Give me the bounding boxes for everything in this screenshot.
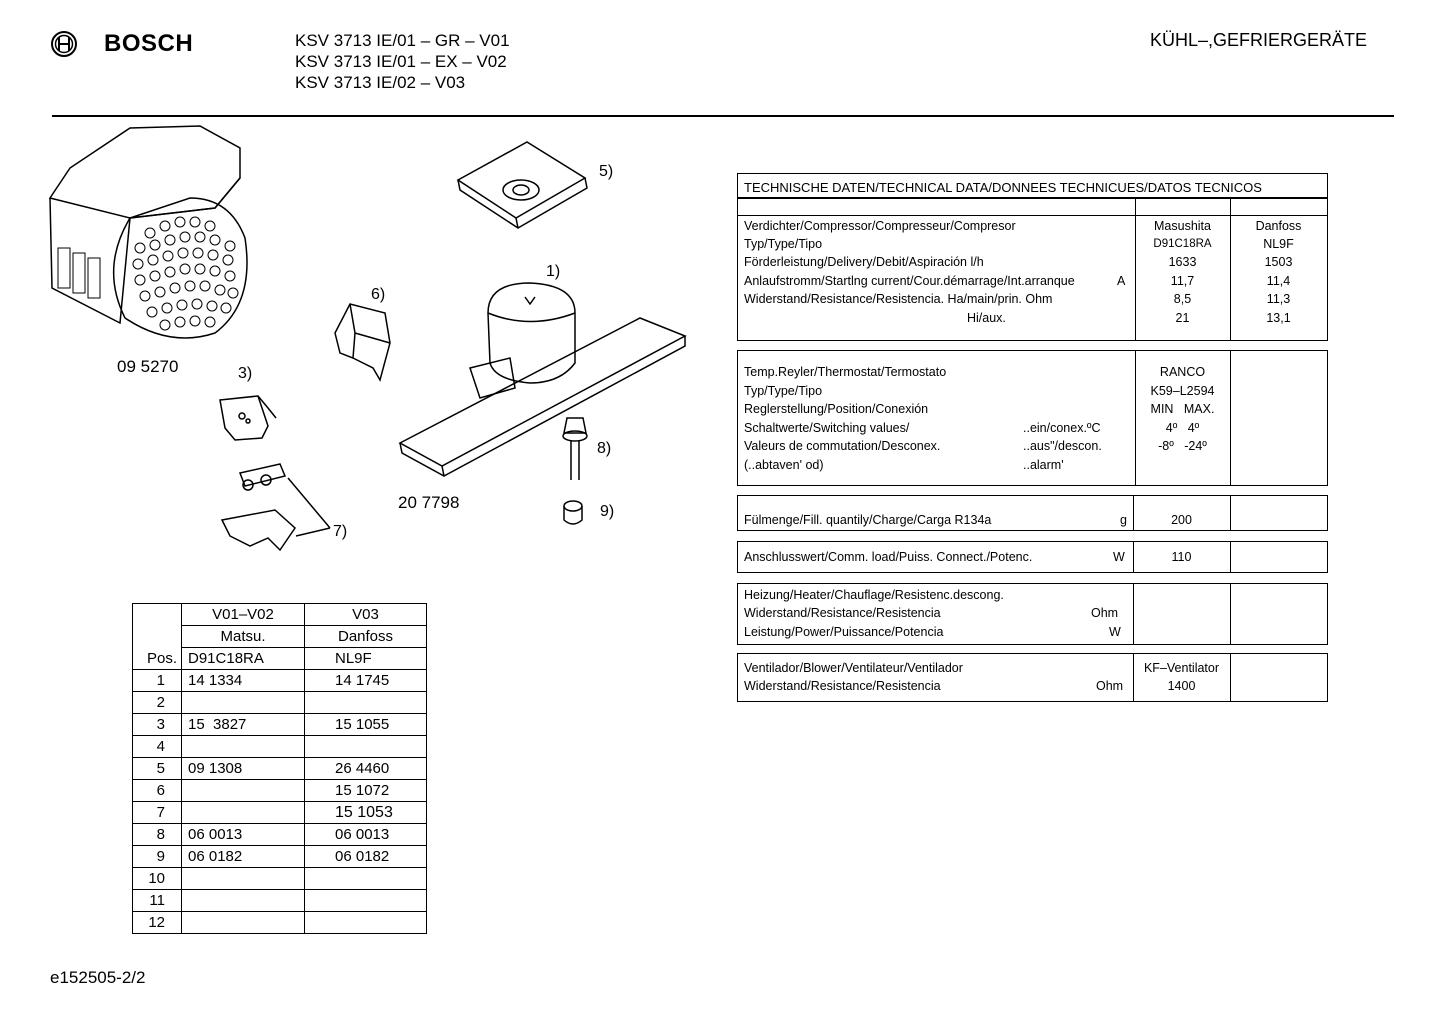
table-row: [133, 670, 427, 692]
tech-row-label: Leistung/Power/Puissance/Potencia: [744, 625, 944, 639]
pos-cell: 6: [133, 780, 182, 802]
tech-row-value: K59–L2594: [1150, 384, 1215, 398]
brand-logo: [50, 30, 78, 63]
tech-row-value: MIN MAX.: [1150, 402, 1215, 416]
part-cell: 15 1053: [305, 802, 427, 824]
category-title: KÜHL–,GEFRIERGERÄTE: [1150, 30, 1368, 50]
pos-cell: 5: [133, 758, 182, 780]
tech-blower-table: [737, 653, 1328, 702]
tech-row-label: Anschlusswert/Comm. load/Puiss. Connect./Potenc.: [744, 550, 1033, 564]
tech-row-label: Hi/aux.: [967, 311, 1006, 325]
tech-row-unit: g: [1120, 513, 1127, 527]
tech-row-label: Heizung/Heater/Chauflage/Resistenc.descong.: [744, 588, 1004, 602]
relay-cover-drawing: [335, 304, 390, 380]
table-row: [133, 824, 427, 846]
tech-row-value: 11,7: [1170, 274, 1195, 288]
part-cell: 15 1055: [305, 714, 427, 736]
tech-row-label: Valeurs de commutation/Desconex.: [744, 439, 941, 453]
tech-row-value: 11,3: [1266, 292, 1291, 306]
drip-tray-drawing: [458, 142, 587, 228]
table-row: [133, 846, 427, 868]
tech-row-value: 8,5: [1173, 292, 1192, 306]
model-line: KSV 3713 IE/02 – V03: [295, 73, 466, 92]
part-cell: [305, 890, 427, 912]
part-cell: [182, 912, 305, 934]
part-cell: 06 0013: [182, 824, 305, 846]
tech-row-mid: ..aus"/descon.: [1023, 439, 1102, 453]
col2-version: V03: [305, 604, 427, 626]
tech-row-label: Anlaufstromm/Startlng current/Cour.démarrage/Int.arranque: [744, 274, 1075, 288]
relay-drawing: [220, 396, 276, 440]
pos-header: Pos.: [133, 604, 182, 670]
col1-type: D91C18RA: [182, 648, 305, 670]
part-cell: [305, 868, 427, 890]
tech-row-value: 200: [1171, 513, 1192, 527]
part-cell: [182, 802, 305, 824]
pos-cell: 11: [133, 890, 182, 912]
part-cell: [305, 692, 427, 714]
compressor-drawing: [400, 283, 685, 476]
tech-row-mid: ..ein/conex.ºC: [1023, 421, 1101, 435]
part-cell: [182, 868, 305, 890]
pos-cell: 9: [133, 846, 182, 868]
tech-row-value: 4º 4º: [1165, 421, 1200, 435]
part-cell: 06 0013: [305, 824, 427, 846]
tech-row-value: 1400: [1167, 679, 1196, 693]
tech-row-unit: A: [1117, 274, 1126, 288]
tech-row-unit: W: [1109, 625, 1121, 639]
tech-row-value: NL9F: [1263, 237, 1294, 251]
label-part-7: 7): [333, 523, 348, 540]
table-row: [133, 692, 427, 714]
part-cell: 14 1745: [305, 670, 427, 692]
document-id: e152505-2/2: [50, 968, 146, 987]
table-row: [133, 714, 427, 736]
table-row: [133, 868, 427, 890]
tech-row-unit: W: [1113, 550, 1125, 564]
model-line: KSV 3713 IE/01 – EX – V02: [295, 52, 507, 71]
screw-drawing: [563, 418, 587, 480]
col2-type: NL9F: [305, 648, 427, 670]
tech-row-label: Widerstand/Resistance/Resistencia. Ha/main/prin. Ohm: [744, 292, 1053, 306]
tech-row-unit: Ohm: [1096, 679, 1124, 693]
tech-row-label: Reglerstellung/Position/Conexión: [744, 402, 929, 416]
tech-row-value: 1633: [1168, 255, 1197, 269]
pos-cell: 8: [133, 824, 182, 846]
part-cell: [305, 736, 427, 758]
table-row: [133, 890, 427, 912]
tech-row-unit: Ohm: [1091, 606, 1119, 620]
exploded-diagram: [40, 118, 700, 558]
label-part-6: 6): [371, 286, 386, 303]
part-cell: [182, 890, 305, 912]
table-row: [133, 802, 427, 824]
part-cell: [182, 736, 305, 758]
tech-row-label: Widerstand/Resistance/Resistencia: [744, 606, 941, 620]
parts-table: [132, 603, 427, 934]
table-row: [133, 912, 427, 934]
tech-compressor-table: [737, 198, 1328, 341]
tech-row-value: -8º -24º: [1158, 439, 1207, 453]
tech-heater-table: [737, 583, 1328, 645]
table-row: [133, 736, 427, 758]
tech-row-label: Typ/Type/Tipo: [744, 384, 823, 398]
pos-cell: 12: [133, 912, 182, 934]
grommet-drawing: [564, 501, 582, 524]
pos-cell: 2: [133, 692, 182, 714]
tech-row-label: Fülmenge/Fill. quantily/Charge/Carga R134a: [744, 513, 992, 527]
part-cell: 06 0182: [305, 846, 427, 868]
tech-row-label: Verdichter/Compressor/Compresseur/Compresor: [744, 219, 1016, 233]
part-number-compressor: 20 7798: [398, 493, 460, 512]
tech-row-label: Schaltwerte/Switching values/: [744, 421, 910, 435]
col1-version: V01–V02: [182, 604, 305, 626]
tech-row-value: D91C18RA: [1153, 238, 1212, 250]
pos-cell: 7: [133, 802, 182, 824]
tech-row-label: Förderleistung/Delivery/Debit/Aspiración l/h: [744, 255, 984, 269]
tech-row-value: RANCO: [1159, 365, 1206, 379]
tech-row-value: Danfoss: [1255, 219, 1302, 233]
brand-name: BOSCH: [104, 30, 194, 57]
part-cell: 14 1334: [182, 670, 305, 692]
tech-row-value: 21: [1175, 311, 1190, 325]
label-part-8: 8): [597, 440, 612, 457]
tech-row-label: Widerstand/Resistance/Resistencia: [744, 679, 941, 693]
tech-title: TECHNISCHE DATEN/TECHNICAL DATA/DONNEES TECHNICUES/DATOS TECNICOS: [744, 180, 1262, 195]
part-number-fan: 09 5270: [117, 357, 179, 376]
tech-row-label: Typ/Type/Tipo: [744, 237, 823, 251]
col2-make: Danfoss: [305, 626, 427, 648]
pos-cell: 4: [133, 736, 182, 758]
pos-cell: 3: [133, 714, 182, 736]
tech-row-label: Ventilador/Blower/Ventilateur/Ventilador: [744, 661, 963, 675]
label-part-1: 1): [546, 263, 561, 280]
part-cell: 15 1072: [305, 780, 427, 802]
part-cell: 09 1308: [182, 758, 305, 780]
table-row: [133, 758, 427, 780]
part-cell: [182, 780, 305, 802]
label-part-5: 5): [599, 163, 614, 180]
tech-row-value: 11,4: [1266, 274, 1291, 288]
label-part-3: 3): [238, 365, 253, 382]
bosch-armature-icon: [50, 30, 78, 58]
part-cell: 06 0182: [182, 846, 305, 868]
tech-row-label: Temp.Reyler/Thermostat/Termostato: [744, 365, 947, 379]
part-cell: [182, 692, 305, 714]
tech-row-value: Masushita: [1154, 219, 1211, 233]
parts-header-row: [133, 604, 427, 626]
tech-row-value: 13,1: [1266, 311, 1291, 325]
header-divider: [52, 115, 1394, 117]
tech-row-mid: ..alarm': [1023, 458, 1064, 472]
label-part-9: 9): [600, 503, 615, 520]
fan-grille-holes: [133, 217, 238, 330]
tech-row-label: (..abtaven' od): [744, 458, 824, 472]
tech-row-value: 110: [1171, 550, 1192, 564]
tech-title-box: [737, 173, 1328, 198]
model-line: KSV 3713 IE/01 – GR – V01: [295, 31, 510, 50]
part-cell: 26 4460: [305, 758, 427, 780]
pos-cell: 1: [133, 670, 182, 692]
tech-row-value: KF–Ventilator: [1143, 661, 1220, 675]
pos-cell: 10: [133, 868, 182, 890]
part-cell: 15 3827: [182, 714, 305, 736]
tech-thermostat-table: [737, 350, 1328, 486]
tech-load-table: [737, 541, 1328, 573]
tech-fill-table: [737, 495, 1328, 531]
tech-row-value: 1503: [1264, 255, 1293, 269]
table-row: [133, 780, 427, 802]
model-list: [295, 30, 510, 93]
col1-make: Matsu.: [182, 626, 305, 648]
part-cell: [305, 912, 427, 934]
clip-drawing: [222, 464, 330, 550]
